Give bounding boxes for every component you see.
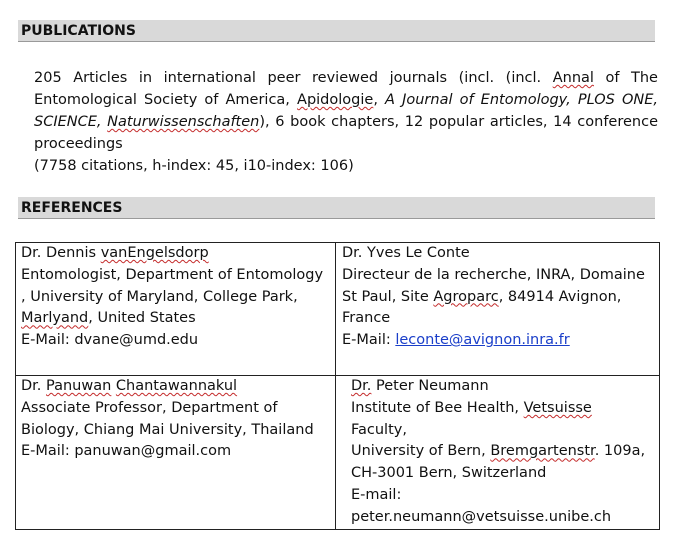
publications-text-4: ), 6 book chapters, 12 popular articles, 14 conference proceedings xyxy=(34,114,658,152)
references-table xyxy=(15,242,660,530)
publications-text-2: of The Entomological Society of America, xyxy=(34,70,658,108)
reference-line-rest: , United States xyxy=(88,310,196,327)
reference-neumann xyxy=(336,376,660,530)
name-last: Chantawannakul xyxy=(115,378,238,394)
misspelled-word: Bremgartenstr xyxy=(490,443,595,460)
reference-line: CH-3001 Bern, Switzerland xyxy=(351,465,547,482)
reference-chantawannakul xyxy=(16,376,336,530)
reference-vanengelsdorp xyxy=(16,243,336,376)
name-title: Dr. xyxy=(351,378,372,394)
publications-heading: PUBLICATIONS xyxy=(18,20,655,42)
reference-line: Entomologist, Department of Entomology xyxy=(21,266,324,283)
reference-email xyxy=(342,330,659,352)
reference-name xyxy=(351,376,659,398)
reference-line: Associate Professor, Department of xyxy=(21,399,278,416)
reference-line: France xyxy=(342,310,391,327)
reference-line: , University of Maryland, College Park, xyxy=(21,288,298,305)
name-rest: Peter Neumann xyxy=(371,378,489,394)
publications-paragraph xyxy=(34,67,658,177)
email-label: E-Mail: xyxy=(342,332,396,349)
reference-line-part: Institute of Bee Health, xyxy=(351,399,524,416)
references-heading: REFERENCES xyxy=(18,197,655,219)
reference-email: E-Mail: dvane@umd.edu xyxy=(21,332,199,349)
name-surname: vanEngelsdorp xyxy=(100,245,209,261)
reference-line xyxy=(342,287,659,309)
publications-metrics: (7758 citations, h-index: 45, i10-index: 106) xyxy=(34,158,354,174)
reference-line: Biology, Chiang Mai University, Thailand xyxy=(21,421,314,438)
reference-name: Dr. Yves Le Conte xyxy=(342,245,470,261)
reference-email: E-Mail: panuwan@gmail.com xyxy=(21,443,232,460)
reference-line: Faculty, xyxy=(351,421,407,438)
reference-line-part: St Paul, Site xyxy=(342,288,434,305)
misspelled-word: Marlyand xyxy=(21,310,89,327)
reference-line xyxy=(21,308,335,330)
name-prefix: Dr. Dennis xyxy=(21,245,101,261)
email-label: E-mail: xyxy=(351,486,402,503)
journal-naturwissenschaften: Naturwissenschaften xyxy=(107,114,260,130)
references-row xyxy=(16,243,660,376)
reference-line: Directeur de la recherche, INRA, Domaine xyxy=(342,266,645,283)
reference-line xyxy=(351,398,659,420)
journal-apidologie: Apidologie xyxy=(297,92,374,108)
name-first: Panuwan xyxy=(46,378,112,394)
name-prefix: Dr. xyxy=(21,378,47,394)
reference-name xyxy=(21,376,335,398)
references-row xyxy=(16,376,660,530)
publications-text-3: , xyxy=(373,92,386,108)
reference-name xyxy=(21,243,335,265)
email-link[interactable]: leconte@avignon.inra.fr xyxy=(395,332,570,349)
reference-leconte xyxy=(336,243,660,376)
misspelled-word: Agroparc xyxy=(433,288,499,305)
reference-line-part: , 84914 Avignon, xyxy=(498,288,622,305)
reference-line xyxy=(351,441,659,463)
reference-line-part: . 109a, xyxy=(594,443,646,460)
reference-email: peter.neumann@vetsuisse.unibe.ch xyxy=(351,508,612,525)
journal-annal: Annal xyxy=(552,70,594,86)
reference-line-part: University of Bern, xyxy=(351,443,491,460)
publications-text-1: 205 Articles in international peer reviewed journals (incl. (incl. xyxy=(34,70,553,86)
misspelled-word: Vetsuisse xyxy=(523,399,592,416)
journal-list-italic: A Journal of Entomology, PLOS ONE, SCIENCE, xyxy=(34,92,658,130)
